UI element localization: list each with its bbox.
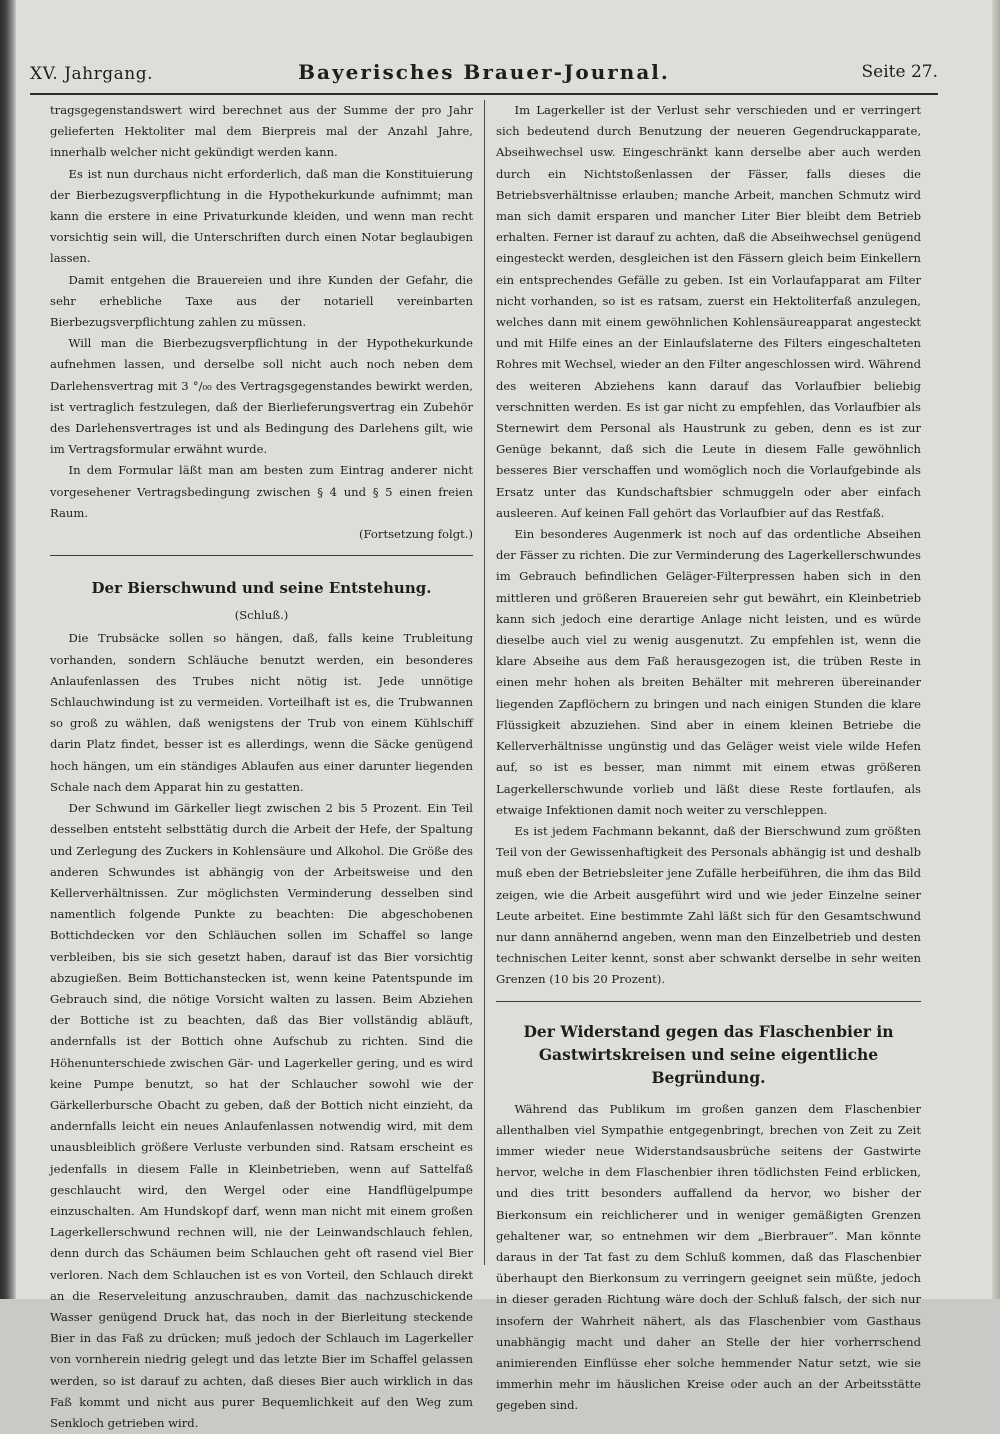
page-header (30, 56, 938, 90)
article-divider (496, 1001, 921, 1002)
paragraph: In dem Formular läßt man am besten zum Eintrag anderer nicht vorgesehener Vertragsbedingung zwischen § 4 und § 5 einen freien Raum. (50, 463, 473, 520)
article-divider (50, 555, 473, 556)
paragraph: Will man die Bierbezugsverpflichtung in der Hypothekurkunde aufnehmen lassen, und derselbe soll nicht auch noch neben dem Darlehensvertrag mit 3 °/₀₀ des Vertragsgegenstandes bewirkt werden, ist vertraglich festzulegen, daß der Bierlieferungsvertrag ein Zubehör des Darlehensvertrages ist und als Bedingung des Darlehens gilt, wie im Vertragsformular erwähnt wurde. (50, 336, 473, 457)
paragraph: Ein besonderes Augenmerk ist noch auf das ordentliche Abseihen der Fässer zu richten. Die zur Verminderung des Lagerkellerschwundes im Gebrauch befindlichen Geläger-Filterpressen haben sich in den mittleren und größeren Brauereien sehr gut bewährt, ein Kleinbetrieb kann sich jedoch eine derartige Anlage nicht leisten, und es würde dieselbe auch viel zu wenig ausgenutzt. Zu empfehlen ist, wenn die klare Abseihe aus dem Faß herausgezogen ist, die trüben Reste in einen mehr hohen als breiten Behälter mit mehreren übereinander liegenden Zapflöchern zu bringen und nach einigen Stunden die klare Flüssigkeit abzuziehen. Sind aber in einem kleinen Betriebe die Kellerverhältnisse ungünstig und das Geläger weist viele wilde Hefen auf, so ist es besser, man nimmt mit einem etwas größeren Lagerkellerschwunde vorlieb und läßt diese Reste fortlaufen, als etwaige Infektionen damit noch weiter zu verschleppen. (496, 527, 921, 817)
article-subtitle: (Schluß.) (234, 608, 289, 623)
column-rule (484, 100, 485, 1265)
paragraph: Damit entgehen die Brauereien und ihre Kunden der Gefahr, die sehr erhebliche Taxe aus der notariell vereinbarten Bierbezugsverpflichtung zahlen zu müssen. (50, 272, 473, 330)
binding-shadow (0, 0, 16, 1299)
paragraph: Es ist jedem Fachmann bekannt, daß der Bierschwund zum größten Teil von der Gewissenhaftigkeit des Personals abhängig ist und deshalb muß eben der Betriebsleiter jene Zufälle herbeiführen, die ihm das Bild zeigen, wie die Arbeit ausgeführt wird und wie jeder Einzelne seiner Leute arbeitet. Eine bestimmte Zahl läßt sich für den Gesamtschwund nur dann annähernd angeben, wenn man den Einzelbetrieb und desten technischen Leiter kennt, sonst aber schwankt derselbe in sehr weiten Grenzen (10 bis 20 Prozent). (496, 823, 921, 987)
page-number: Seite 27. (861, 62, 938, 82)
continuation-note: (Fortsetzung folgt.) (358, 527, 473, 542)
paragraph: Im Lagerkeller ist der Verlust sehr verschieden und er verringert sich bedeutend durch Benutzung der neueren Gegendruckapparate, Abseihwechsel usw. Eingeschränkt kann derselbe aber auch werden durch ein Nichtstoßenlassen der Fässer, falls dieses die Betriebsverhältnisse erlauben; manche Arbeit, manchen Schmutz wird man sich damit ersparen und mancher Liter Bier bleibt dem Betrieb erhalten. Ferner ist darauf zu achten, daß die Abseihwechsel genügend eingesteckt werden, desgleichen ist den Fässern gleich beim Einkellern ein entsprechendes Gefälle zu geben. Ist ein Vorlaufapparat am Filter nicht vorhanden, so ist es ratsam, zuerst ein Hektoliterfaß anzulegen, welches dann mit einem gewöhnlichen Kohlensäureapparat angesteckt und mit Hilfe eines an der Einlaufslaterne des Filters eingeschalteten Rohres mit Wechsel, wieder an den Filter angeschlossen wird. Während des weiteren Abziehens kann darauf das Vorlaufbier beliebig verschnitten werden. Es ist gar nicht zu empfehlen, das Vorlaufbier als Sternewirt dem Personal als Haustrunk zu geben, denn es ist zur Genüge bekannt, daß sich die Leute in diesem Falle gewöhnlich besseres Bier verschaffen und womöglich noch die Vorlaufgebinde als Ersatz unter das Kundschaftsbier schmuggeln oder aber einfach ausleeren. Auf keinen Fall gehört das Vorlaufbier auf das Restfaß. (496, 103, 921, 520)
journal-title: Bayerisches Brauer-Journal. (298, 60, 670, 84)
paragraph: Die Trubsäcke sollen so hängen, daß, falls keine Trubleitung vorhanden, sondern Schläuche benutzt werden, ein besonderes Anlaufenlassen des Trubes nicht nötig ist. Jede unnötige Schlauchwindung ist zu vermeiden. Vorteilhaft ist es, die Trubwannen so groß zu wählen, daß wenigstens der Trub von einem Kühlschiff darin Platz findet, besser ist es allerdings, wenn die Säcke genügend hoch hängen, um ein ständiges Ablaufen aus einer darunter liegenden Schale nach dem Apparat hin zu gestatten. (50, 631, 473, 794)
header-rule (30, 93, 938, 95)
page-edge (992, 0, 1000, 1299)
volume-label: XV. Jahrgang. (30, 64, 153, 84)
right-column (496, 100, 921, 1417)
paragraph: tragsgegenstandswert wird berechnet aus der Summe der pro Jahr gelieferten Hektoliter mal dem Bierpreis mal der Anzahl Jahre, innerhalb welcher nicht gekündigt werden kann. (50, 103, 473, 160)
paragraph: Es ist nun durchaus nicht erforderlich, daß man die Konstituierung der Bierbezugsverpflichtung in die Hypothekurkunde aufnimmt; man kann die erstere in eine Privaturkunde kleiden, und wenn man recht vorsichtig sein will, die Unterschriften durch einen Notar beglaubigen lassen. (50, 166, 473, 266)
paragraph: Während das Publikum im großen ganzen dem Flaschenbier allenthalben viel Sympathie entgegenbringt, brechen von Zeit zu Zeit immer wieder neue Widerstandsausbrüche seitens der Gastwirte hervor, welche in dem Flaschenbier ihren tödlichsten Feind erblicken, und dies tritt besonders auffallend da hervor, wo bisher der Bierkonsum ein reichlicherer und in weniger gemäßigten Grenzen gehaltener war, so entnehmen wir dem „Bierbrauer“. Man könnte daraus in der Tat fast zu dem Schluß kommen, daß das Flaschenbier überhaupt den Bierkonsum zu verringern geeignet sein müßte, jedoch in dieser geraden Richtung wäre doch der Schluß falsch, der sich nur insofern der Wahrheit nähert, als das Flaschenbier vom Gasthaus unabhängig macht und daher an Stelle der hier vorherrschend animierenden Einflüsse eher solche hemmender Natur setzt, wie sie immerhin mehr im häuslichen Kreise oder auch an der Arbeitsstätte gegeben sind. (496, 1101, 921, 1413)
left-column (50, 100, 473, 1434)
article-title: Der Widerstand gegen das Flaschenbier in Gastwirtskreisen und seine eigentliche Begründung. (523, 1021, 894, 1087)
paragraph: Der Schwund im Gärkeller liegt zwischen 2 bis 5 Prozent. Ein Teil desselben entsteht selbsttätig durch die Arbeit der Hefe, der Spaltung und Zerlegung des Zuckers in Kohlensäure und Alkohol. Die Größe des anderen Schwundes ist abhängig von der Arbeitsweise und den Kellerverhältnissen. Zur möglichsten Verminderung desselben sind namentlich folgende Punkte zu beachten: Die abgeschobenen Bottichdecken vor den Schläuchen sollen im Schaffel so lange verbleiben, bis sie sich gesetzt haben, darauf ist das Bier vorsichtig abzugießen. Beim Bottichanstecken ist, wenn keine Patentspunde im Gebrauch sind, die nötige Vorsicht walten zu lassen. Beim Abziehen der Bottiche ist zu beachten, daß das Bier vollständig abläuft, andernfalls ist der Bottich ohne Aufschub zu richten. Sind die Höhenunterschiede zwischen Gär- und Lagerkeller gering, und es wird keine Pumpe benutzt, so hat der Schlaucher sowohl wie der Gärkellerbursche Obacht zu geben, daß der Bottich nicht einzieht, da andernfalls leicht ein neues Anlaufenlassen notwendig wird, mit dem unausbleiblich größere Verluste verbunden sind. Ratsam erscheint es jedenfalls in diesem Falle in Kleinbetrieben, wenn auf Sattelfaß geschlaucht wird, den Wergel oder eine Handflügelpumpe einzuschalten. Am Hundskopf darf, wenn man nicht mit einem großen Lagerkellerschwund rechnen will, nie der Leinwandschlauch fehlen, denn durch das Schäumen beim Schlauchen geht oft rasend viel Bier verloren. Nach dem Schlauchen ist es von Vorteil, den Schlauch direkt an die Reserveleitung anzuschrauben, damit das nachzuschickende Wasser genügend Druck hat, das noch in der Bierleitung steckende Bier in das Faß zu drücken; muß jedoch der Schlauch im Lagerkeller von vornherein niedrig gelegt und das letzte Bier im Schaffel gelassen werden, so ist darauf zu achten, daß dieses Bier auch wirklich in das Faß kommt und nicht aus purer Bequemlichkeit auf den Weg zum Senkloch getrieben wird. (50, 801, 473, 1430)
article-title: Der Bierschwund und seine Entstehung. (91, 579, 432, 598)
